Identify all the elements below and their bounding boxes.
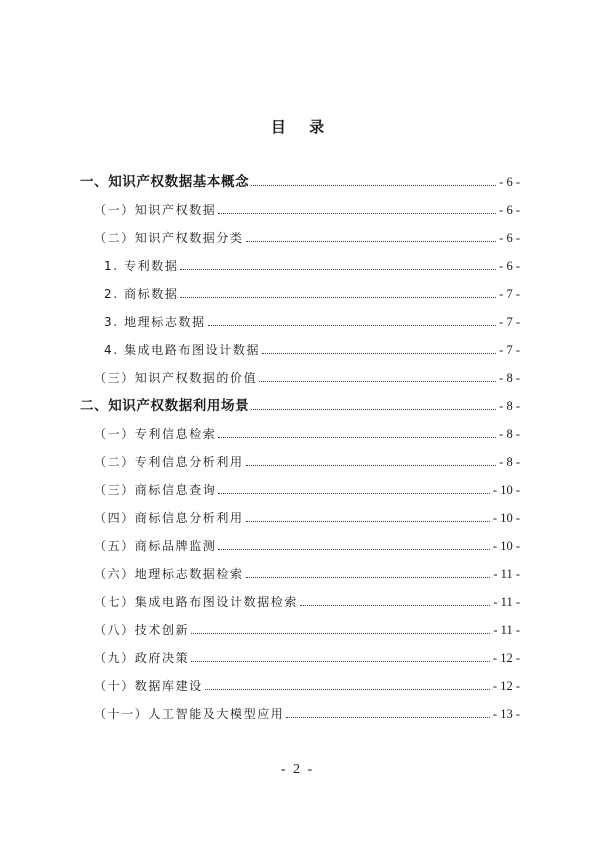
leader-dots [180, 297, 496, 298]
toc-entry-section [80, 532, 520, 560]
toc-entry-section [80, 560, 520, 588]
toc-entry-subsection [80, 336, 520, 364]
toc-entry-page: - 10 - [492, 483, 520, 497]
leader-dots [218, 437, 496, 438]
leader-dots [262, 353, 496, 354]
toc-entry-subsection [80, 308, 520, 336]
toc-entry-page: - 7 - [499, 287, 520, 301]
toc-entry-page: - 8 - [499, 371, 520, 385]
toc-entry-page: - 12 - [492, 679, 520, 693]
leader-dots [191, 661, 490, 662]
leader-dots [218, 493, 490, 494]
toc-entry-page: - 11 - [493, 595, 520, 609]
toc-entry-chapter [80, 392, 520, 420]
toc-entry-label: （七）集成电路布图设计数据检索 [94, 595, 299, 609]
toc-entry-label: （十一）人工智能及大模型应用 [94, 707, 285, 721]
toc-entry-section [80, 224, 520, 252]
leader-dots [205, 689, 490, 690]
leader-dots [246, 521, 490, 522]
toc-entry-label: （八）技术创新 [94, 623, 190, 637]
toc-entry-label: 一、知识产权数据基本概念 [80, 174, 250, 190]
toc-entry-label: 3. 地理标志数据 [104, 315, 206, 329]
table-of-contents [80, 168, 520, 728]
toc-entry-section [80, 644, 520, 672]
toc-entry-section [80, 448, 520, 476]
leader-dots [286, 717, 490, 718]
toc-entry-subsection [80, 252, 520, 280]
toc-entry-chapter [80, 168, 520, 196]
toc-entry-page: - 10 - [492, 511, 520, 525]
toc-entry-section [80, 504, 520, 532]
toc-entry-label: （九）政府决策 [94, 651, 190, 665]
toc-entry-page: - 11 - [493, 623, 520, 637]
toc-entry-section [80, 616, 520, 644]
leader-dots [251, 185, 496, 186]
leader-dots [191, 633, 490, 634]
toc-entry-page: - 6 - [499, 203, 520, 217]
toc-entry-label: （四）商标信息分析利用 [94, 511, 244, 525]
toc-entry-label: （一）知识产权数据 [94, 203, 217, 217]
toc-entry-subsection [80, 280, 520, 308]
toc-entry-page: - 7 - [499, 343, 520, 357]
toc-entry-page: - 13 - [492, 707, 520, 721]
toc-entry-section [80, 420, 520, 448]
toc-entry-section [80, 588, 520, 616]
toc-entry-label: （三）商标信息查询 [94, 483, 217, 497]
toc-entry-page: - 8 - [499, 455, 520, 469]
toc-entry-label: （十）数据库建设 [94, 679, 203, 693]
leader-dots [246, 241, 497, 242]
toc-entry-section [80, 700, 520, 728]
toc-entry-label: 二、知识产权数据利用场景 [80, 398, 250, 414]
toc-entry-page: - 6 - [499, 231, 520, 245]
leader-dots [246, 577, 491, 578]
toc-entry-label: 1. 专利数据 [104, 259, 179, 273]
toc-entry-label: （二）专利信息分析利用 [94, 455, 244, 469]
leader-dots [251, 409, 496, 410]
leader-dots [246, 465, 497, 466]
toc-entry-label: （六）地理标志数据检索 [94, 567, 244, 581]
leader-dots [300, 605, 490, 606]
toc-entry-label: （五）商标品牌监测 [94, 539, 217, 553]
toc-entry-page: - 12 - [492, 651, 520, 665]
toc-entry-label: （三）知识产权数据的价值 [94, 371, 258, 385]
leader-dots [218, 213, 496, 214]
leader-dots [259, 381, 496, 382]
toc-entry-page: - 6 - [499, 259, 520, 273]
toc-entry-page: - 8 - [499, 399, 520, 413]
toc-entry-section [80, 672, 520, 700]
toc-title: 目 录 [270, 118, 334, 136]
toc-entry-section [80, 476, 520, 504]
toc-entry-label: （一）专利信息检索 [94, 427, 217, 441]
toc-entry-page: - 11 - [493, 567, 520, 581]
toc-entry-label: 2. 商标数据 [104, 287, 179, 301]
page-number: - 2 - [280, 762, 315, 777]
toc-entry-page: - 8 - [499, 427, 520, 441]
toc-entry-page: - 6 - [499, 175, 520, 189]
toc-entry-label: （二）知识产权数据分类 [94, 231, 244, 245]
toc-entry-section [80, 364, 520, 392]
toc-entry-page: - 7 - [499, 315, 520, 329]
toc-entry-page: - 10 - [492, 539, 520, 553]
toc-entry-section [80, 196, 520, 224]
leader-dots [218, 549, 490, 550]
toc-entry-label: 4. 集成电路布图设计数据 [104, 343, 261, 357]
leader-dots [180, 269, 496, 270]
leader-dots [208, 325, 497, 326]
